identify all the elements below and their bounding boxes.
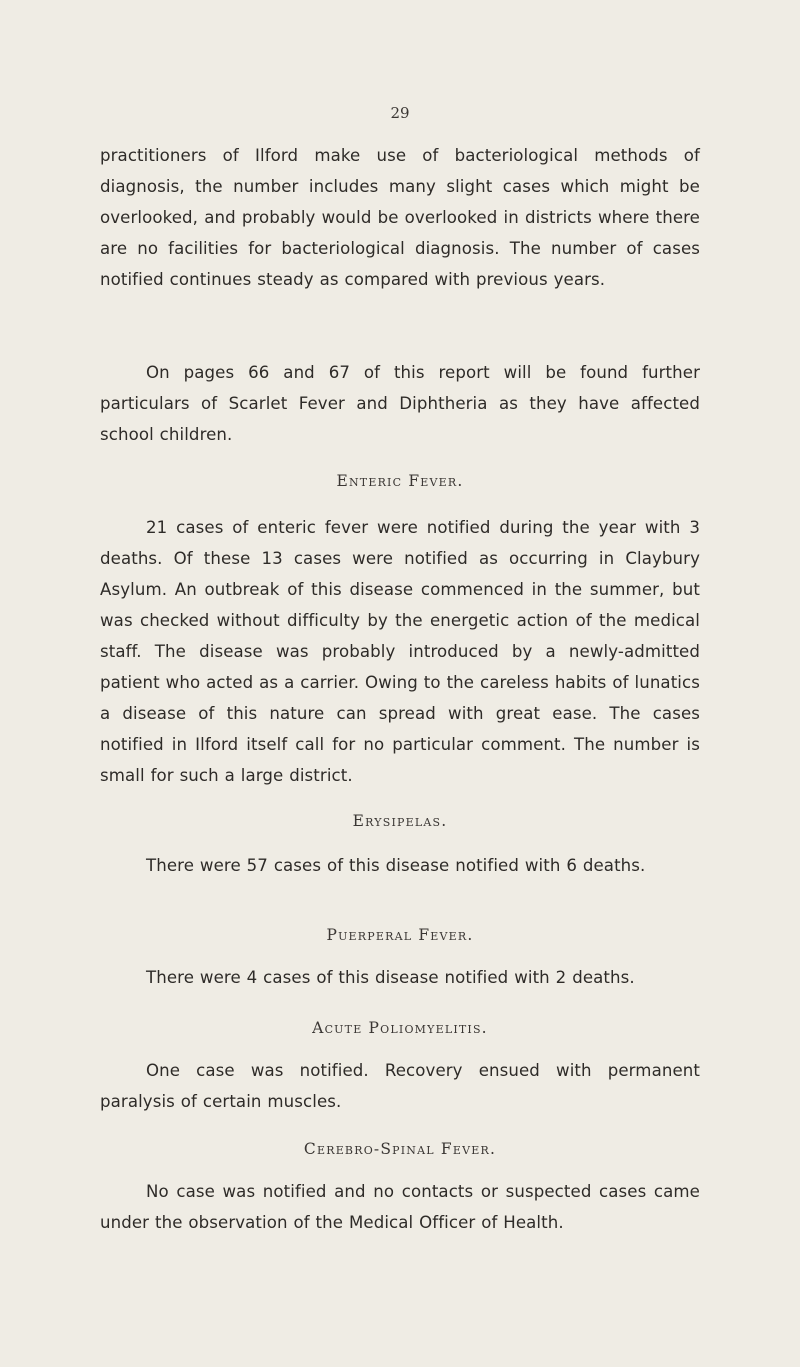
- cerebro-spinal-block: [100, 1176, 700, 1238]
- heading-cerebro-spinal-fever: Cerebro-Spinal Fever.: [303, 1140, 497, 1158]
- heading-enteric-fever: Enteric Fever.: [336, 472, 464, 490]
- pages-paragraph-block: [100, 357, 700, 450]
- pages-paragraph: On pages 66 and 67 of this report will be found further particulars of Scarlet Fever and Diphtheria as they have affected school children.: [100, 363, 700, 444]
- enteric-fever-block: [100, 512, 700, 791]
- heading-erysipelas: Erysipelas.: [352, 812, 448, 830]
- cerebro-spinal-paragraph: No case was notified and no contacts or suspected cases came under the observation of the Medical Officer of Health.: [100, 1182, 700, 1232]
- page-number: 29: [390, 104, 410, 122]
- erysipelas-block: [100, 850, 700, 881]
- heading-puerperal-fever: Puerperal Fever.: [326, 926, 474, 944]
- puerperal-fever-paragraph: There were 4 cases of this disease notified with 2 deaths.: [146, 968, 635, 987]
- intro-paragraph: practitioners of Ilford make use of bacteriological methods of diagnosis, the number includes many slight cases which might be overlooked, and probably would be overlooked in districts where there are no facilities for bacteriological diagnosis. The number of cases notified continues steady as compared with previous years.: [100, 146, 700, 289]
- erysipelas-paragraph: There were 57 cases of this disease notified with 6 deaths.: [146, 856, 646, 875]
- puerperal-fever-block: [100, 962, 700, 993]
- enteric-fever-paragraph: 21 cases of enteric fever were notified during the year with 3 deaths. Of these 13 cases were notified as occurring in Claybury Asylum. An outbreak of this disease commenced in the summer, but was checked without difficulty by the energetic action of the medical staff. The disease was probably introduced by a newly-admitted patient who acted as a carrier. Owing to the careless habits of lunatics a disease of this nature can spread with great ease. The cases notified in Ilford itself call for no particular comment. The number is small for such a large district.: [100, 518, 700, 785]
- intro-paragraph-block: [100, 140, 700, 295]
- poliomyelitis-block: [100, 1055, 700, 1117]
- heading-acute-poliomyelitis: Acute Poliomyelitis.: [312, 1019, 488, 1037]
- poliomyelitis-paragraph: One case was notified. Recovery ensued with permanent paralysis of certain muscles.: [100, 1061, 700, 1111]
